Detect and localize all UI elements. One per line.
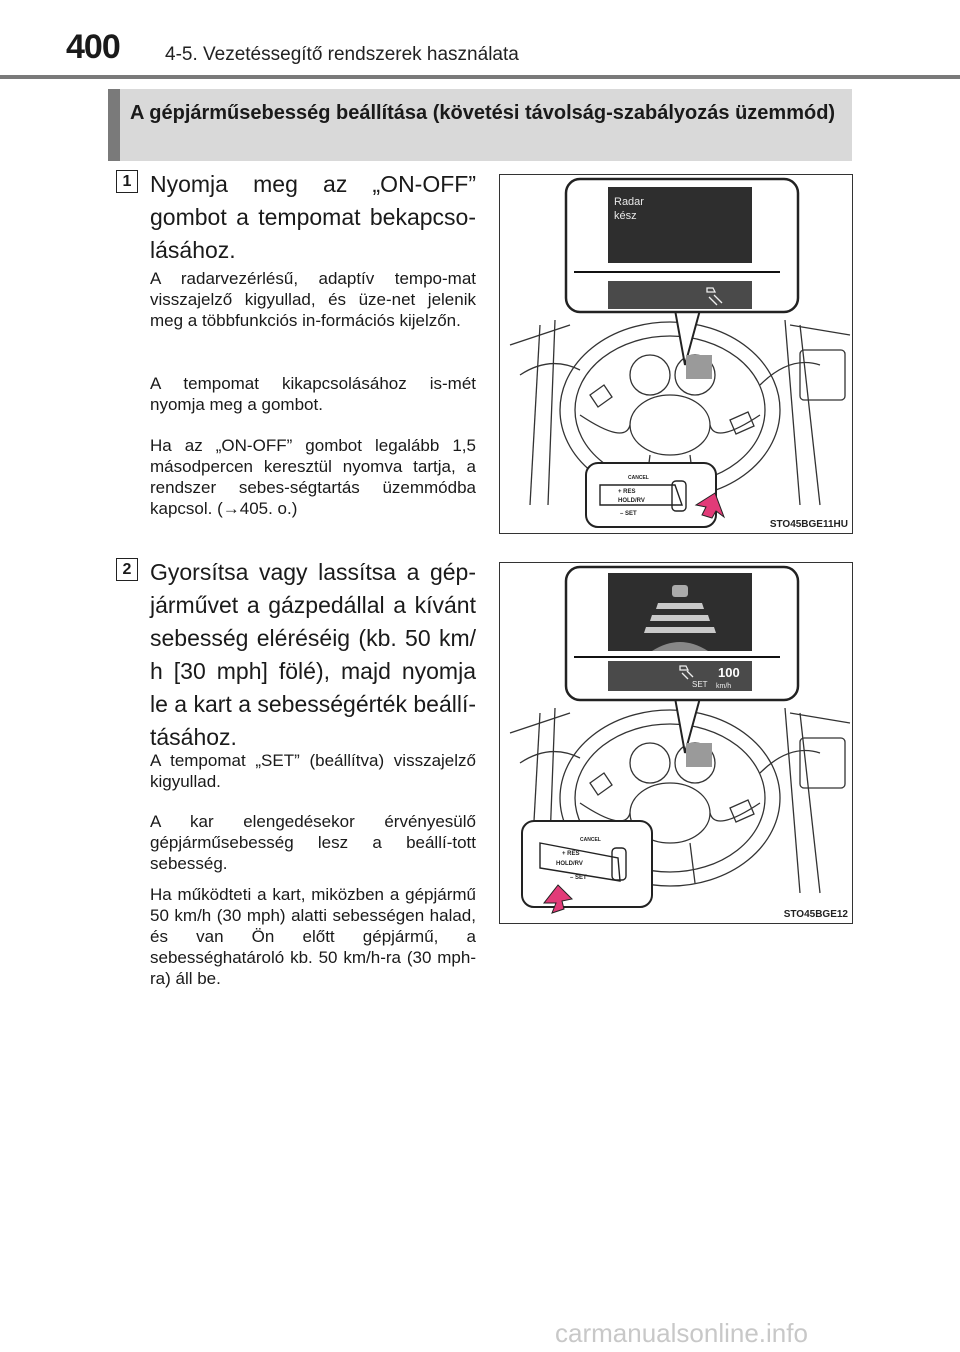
step-number: 2 [116,558,138,581]
speed-unit: km/h [716,683,732,690]
section-heading [108,89,852,161]
step-number: 1 [116,170,138,193]
step-note: A radarvezérlésű, adaptív tempo-mat visszajelző kigyullad, és üze-net jelenik meg a többfunkciós in-formációs kijelzőn. [150,269,476,330]
step-text: Gyorsítsa vagy lassítsa a gép-járművet a gázpedállal a kívánt sebesség eléréséig (kb. 50 km/ h [30 mph] fölé), majd nyomja le a kart a sebességérték beállí-tásához. [150,559,477,750]
preceding-car-icon [672,585,688,597]
lever-set-label: – SET [570,875,587,881]
step-text: Nyomja meg az „ON-OFF” gombot a tempomat bekapcso-lásához. [150,171,476,263]
set-indicator: SET [692,680,708,689]
header-rule [0,75,960,79]
figure-code: STO45BGE12 [783,909,848,920]
running-head: 4-5. Vezetéssegítő rendszerek használata [165,44,519,65]
dashboard-illustration [500,563,852,923]
page-number: 400 [66,28,120,66]
section-accent [108,89,120,161]
lever-cancel-label: CANCEL [580,837,601,843]
figure-set-speed [499,562,853,924]
footer-watermark: carmanualsonline.info [555,1318,808,1348]
step-note: A tempomat kikapcsolásához is-mét nyomja meg a gombot. [150,374,476,414]
figure-radar-ready [499,174,853,534]
lever-cancel-label: CANCEL [628,475,649,481]
section-title: A gépjárműsebesség beállítása (követési távolság-szabályozás üzemmód) [130,102,836,124]
step-note: Ha az „ON-OFF” gombot legalább 1,5 másodpercen keresztül nyomva tartja, a rendszer sebes-ségtartás üzemmódba kapcsol. (→405. o.) [150,436,476,518]
speed-value: 100 [718,665,740,680]
lever-set-label: – SET [620,511,637,517]
dashboard-illustration [500,175,852,533]
step-note: A kar elengedésekor érvényesülő gépjárműsebesség lesz a beállí-tott sebesség. [150,812,476,873]
lever-hold-label: HOLD/RV [618,498,645,504]
lever-hold-label: HOLD/RV [556,861,583,867]
lever-res-label: + RES [618,489,636,495]
display-text-line1: Radar [614,196,644,208]
display-text-line2: kész [614,210,637,222]
figure-code: STO45BGE11HU [769,519,848,530]
lever-res-label: + RES [562,851,580,857]
step-note: A tempomat „SET” (beállítva) visszajelző kigyullad. [150,751,476,791]
step-note: Ha működteti a kart, miközben a gépjármű 50 km/h (30 mph) alatti sebességen halad, és van Ön előtt gépjármű, a sebességhatároló kb. 50 km/h-ra (30 mph-ra) áll be. [150,885,476,988]
